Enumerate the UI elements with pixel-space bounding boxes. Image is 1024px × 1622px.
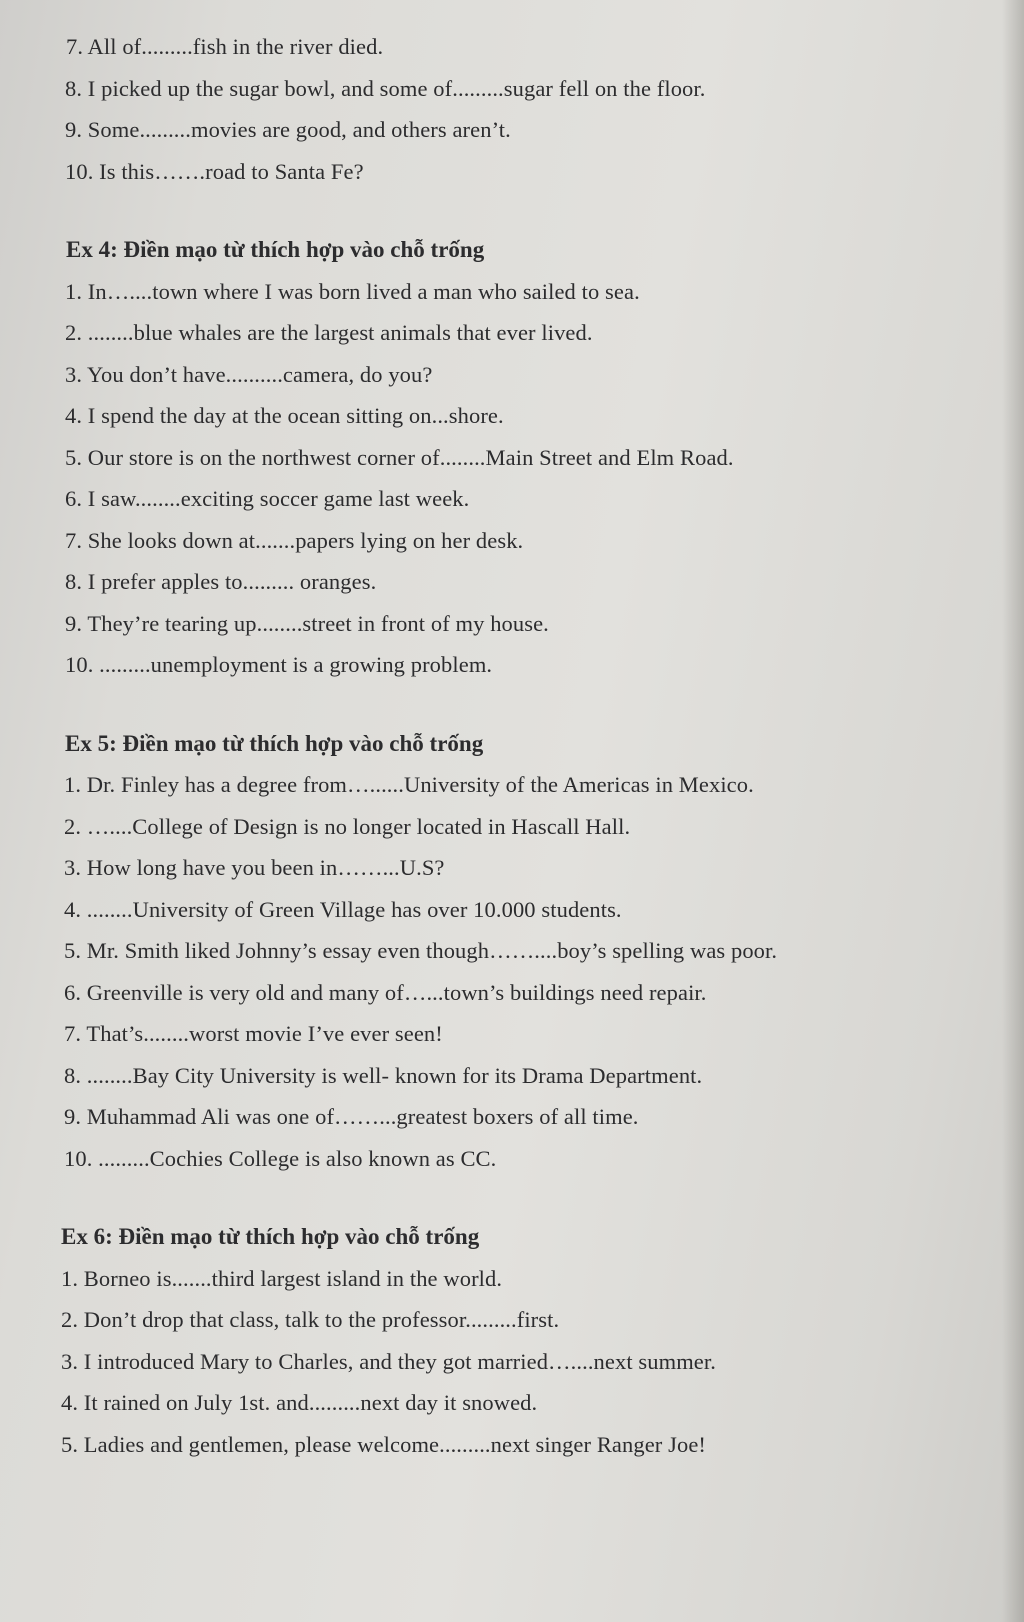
ex4-heading: Ex 4: Điền mạo từ thích hợp vào chỗ trống xyxy=(66,237,485,262)
ex5-item-2: 2. …....College of Design is no longer located in Hascall Hall. xyxy=(64,813,631,839)
ex5-item-5: 5. Mr. Smith liked Johnny’s essay even though……....boy’s spelling was poor. xyxy=(64,938,778,963)
ex6-item-1: 1. Borneo is.......third largest island in the world. xyxy=(61,1265,503,1291)
ex4-item-1: 1. In…....town where I was born lived a man who sailed to sea. xyxy=(65,278,640,304)
ex6-section xyxy=(61,1216,964,1465)
section-spacer xyxy=(64,192,964,229)
ex4-section xyxy=(64,229,964,686)
ex4-item-10: 10. .........unemployment is a growing problem. xyxy=(65,652,493,677)
ex5-item-6: 6. Greenville is very old and many of…...town’s buildings need repair. xyxy=(64,979,707,1005)
section-spacer xyxy=(64,686,964,723)
ex5-section xyxy=(64,723,964,1180)
ex5-item-8: 8. ........Bay City University is well- known for its Drama Department. xyxy=(64,1062,703,1088)
ex6-item-5: 5. Ladies and gentlemen, please welcome.........next singer Ranger Joe! xyxy=(61,1431,707,1457)
ex5-item-7: 7. That’s........worst movie I’ve ever seen! xyxy=(64,1021,443,1046)
ex5-item-9: 9. Muhammad Ali was one of……...greatest boxers of all time. xyxy=(64,1104,639,1129)
page-edge-shadow xyxy=(1002,0,1024,1622)
ex3-item-10: 10. Is this…….road to Santa Fe? xyxy=(65,158,364,184)
ex4-item-5: 5. Our store is on the northwest corner of........Main Street and Elm Road. xyxy=(65,444,734,470)
ex3-item-7: 7. All of.........fish in the river died. xyxy=(66,34,384,59)
ex5-item-1: 1. Dr. Finley has a degree from…......University of the Americas in Mexico. xyxy=(64,772,754,797)
ex4-item-9: 9. They’re tearing up........street in front of my house. xyxy=(65,610,549,636)
ex3-tail-section xyxy=(64,26,964,192)
ex6-item-4: 4. It rained on July 1st. and.........next day it snowed. xyxy=(61,1390,538,1415)
ex3-item-9: 9. Some.........movies are good, and others aren’t. xyxy=(65,117,511,142)
worksheet-content xyxy=(61,26,964,1465)
ex6-item-3: 3. I introduced Mary to Charles, and they got married…....next summer. xyxy=(61,1348,716,1374)
ex5-item-3: 3. How long have you been in……...U.S? xyxy=(64,855,445,880)
ex4-item-2: 2. ........blue whales are the largest animals that ever lived. xyxy=(65,320,593,345)
ex4-item-7: 7. She looks down at.......papers lying on her desk. xyxy=(65,527,524,553)
ex6-item-2: 2. Don’t drop that class, talk to the professor.........first. xyxy=(61,1307,560,1332)
ex5-heading: Ex 5: Điền mạo từ thích hợp vào chỗ trống xyxy=(65,730,484,756)
ex5-item-4: 4. ........University of Green Village has over 10.000 students. xyxy=(64,896,622,922)
ex4-item-4: 4. I spend the day at the ocean sitting on...shore. xyxy=(65,403,504,428)
ex4-item-8: 8. I prefer apples to......... oranges. xyxy=(65,569,377,594)
section-spacer xyxy=(64,1179,964,1216)
ex3-item-8: 8. I picked up the sugar bowl, and some of.........sugar fell on the floor. xyxy=(65,75,706,101)
ex4-item-3: 3. You don’t have..........camera, do you? xyxy=(65,361,433,387)
ex5-item-10: 10. .........Cochies College is also known as CC. xyxy=(64,1145,497,1171)
ex4-item-6: 6. I saw........exciting soccer game last week. xyxy=(65,486,470,511)
ex6-heading: Ex 6: Điền mạo từ thích hợp vào chỗ trống xyxy=(61,1224,480,1249)
